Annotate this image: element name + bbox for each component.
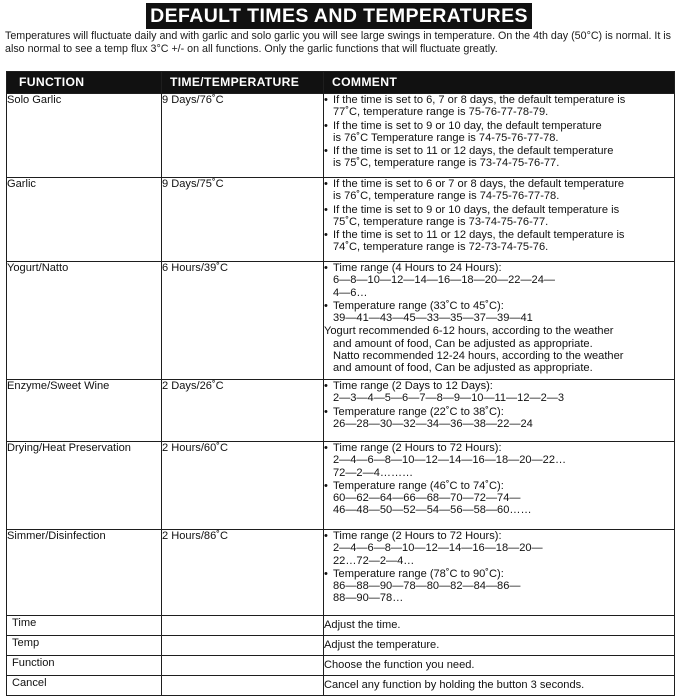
table-header-row <box>7 72 675 94</box>
button-name-cell: Function <box>7 656 162 676</box>
function-cell: Enzyme/Sweet Wine <box>7 380 162 442</box>
times-temperatures-table <box>6 71 675 696</box>
button-name-cell: Cancel <box>7 676 162 696</box>
time-temperature-cell: 9 Days/75˚C <box>162 178 324 262</box>
list-item: • Temperature range (46˚C to 74˚C): 60—62—64—66—68—70—72—74— 46—48—50—52—54—56—58—60…… <box>324 480 674 517</box>
list-item: • If the time is set to 6, 7 or 8 days, the default temperature is 77˚C, temperature range is 75-76-77-78-79. <box>324 94 674 119</box>
list-item: • If the time is set to 6 or 7 or 8 days, the default temperature is 76˚C, temperature range is 74-75-76-77-78. <box>324 178 674 203</box>
comment-cell <box>324 530 675 616</box>
function-cell: Drying/Heat Preservation <box>7 442 162 530</box>
function-cell: Yogurt/Natto <box>7 262 162 380</box>
intro-paragraph: Temperatures will fluctuate daily and with garlic and solo garlic you will see large swings in temperature. On the 4th day (50°C) is normal. It is also normal to see a temp flux 3°C +/- on all functions. Only the garlic functions that will fluctuate greatly. <box>5 30 672 55</box>
button-comment-cell: Adjust the temperature. <box>324 636 675 656</box>
button-comment-cell: Cancel any function by holding the button 3 seconds. <box>324 676 675 696</box>
time-temperature-cell: 2 Hours/86˚C <box>162 530 324 616</box>
page-title: DEFAULT TIMES AND TEMPERATURES <box>146 3 532 29</box>
empty-cell <box>162 636 324 656</box>
time-temperature-cell: 9 Days/76˚C <box>162 94 324 178</box>
comment-cell <box>324 380 675 442</box>
time-temperature-cell: 6 Hours/39˚C <box>162 262 324 380</box>
table-row <box>7 442 675 530</box>
function-cell: Solo Garlic <box>7 94 162 178</box>
table-row <box>7 178 675 262</box>
list-item: • Time range (2 Hours to 72 Hours): 2—4—6—8—10—12—14—16—18—20—22… 72—2—4……… <box>324 442 674 479</box>
list-item: • If the time is set to 9 or 10 days, the default temperature is 75˚C, temperature range is 73-74-75-76-77. <box>324 204 674 229</box>
list-item: • If the time is set to 9 or 10 day, the default temperature is 76˚C Temperature range is 74-75-76-77-78. <box>324 120 674 145</box>
button-comment-cell: Adjust the time. <box>324 616 675 636</box>
table-row <box>7 380 675 442</box>
button-name-cell: Time <box>7 616 162 636</box>
button-comment-cell: Choose the function you need. <box>324 656 675 676</box>
list-item: • Time range (2 Hours to 72 Hours): 2—4—6—8—10—12—14—16—18—20— 22…72—2—4… <box>324 530 674 567</box>
comment-cell <box>324 178 675 262</box>
comment-cell <box>324 262 675 380</box>
empty-cell <box>162 656 324 676</box>
table-row <box>7 262 675 380</box>
table-row <box>7 94 675 178</box>
time-temperature-cell: 2 Hours/60˚C <box>162 442 324 530</box>
header-comment: COMMENT <box>324 72 675 94</box>
table-row <box>7 636 675 656</box>
list-item: • Time range (4 Hours to 24 Hours): 6—8—10—12—14—16—18—20—22—24— 4—6… <box>324 262 674 299</box>
time-temperature-cell: 2 Days/26˚C <box>162 380 324 442</box>
header-time-temperature: TIME/TEMPERATURE <box>162 72 324 94</box>
table-row <box>7 616 675 636</box>
list-item: • Temperature range (22˚C to 38˚C): 26—28—30—32—34—36—38—22—24 <box>324 406 674 431</box>
function-cell: Garlic <box>7 178 162 262</box>
button-name-cell: Temp <box>7 636 162 656</box>
list-item: • Temperature range (78˚C to 90˚C): 86—88—90—78—80—82—84—86— 88—90—78… <box>324 568 674 605</box>
list-item: • If the time is set to 11 or 12 days, the default temperature is 75˚C, temperature range is 73-74-75-76-77. <box>324 145 674 170</box>
function-cell: Simmer/Disinfection <box>7 530 162 616</box>
list-item: • Temperature range (33˚C to 45˚C): 39—41—43—45—33—35—37—39—41 <box>324 300 674 325</box>
empty-cell <box>162 616 324 636</box>
list-item: Yogurt recommended 6-12 hours, according to the weather and amount of food, Can be adjusted as appropriate. Natto recommended 12-24 hours, according to the weather and amount of food, Can be adjusted as appropriate. <box>324 325 624 375</box>
table-row <box>7 656 675 676</box>
list-item: • If the time is set to 11 or 12 days, the default temperature is 74˚C, temperature range is 72-73-74-75-76. <box>324 229 674 254</box>
comment-cell <box>324 94 675 178</box>
comment-cell <box>324 442 675 530</box>
table-row <box>7 530 675 616</box>
header-function: FUNCTION <box>7 72 162 94</box>
list-item: • Time range (2 Days to 12 Days): 2—3—4—5—6—7—8—9—10—11—12—2—3 <box>324 380 674 405</box>
